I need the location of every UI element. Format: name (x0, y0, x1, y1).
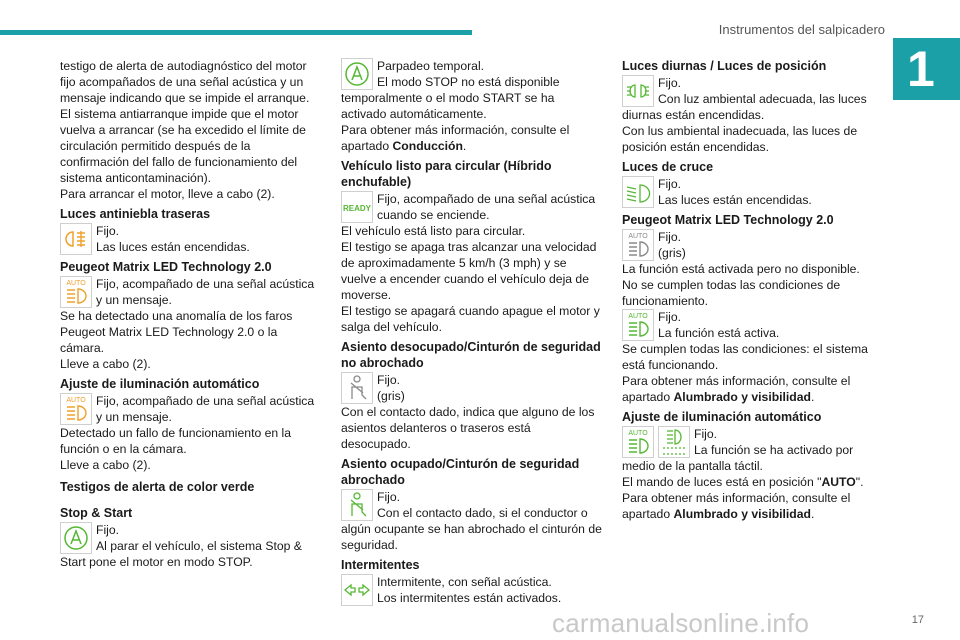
icon-ready-label: READY (342, 204, 372, 213)
stop-start-icon (60, 522, 92, 554)
heading-matrix-led: Peugeot Matrix LED Technology 2.0 (622, 213, 834, 227)
icon-auto-label: AUTO (628, 233, 648, 240)
stop-start-icon (341, 58, 373, 90)
icon-auto-label: AUTO (628, 313, 648, 320)
header-accent-bar (0, 30, 472, 35)
intro-text: El sistema antiarranque impide que el motor vuelva a arrancar (se ha excedido el límite de circulación permitido después de la confirmación del fallo de funcionamiento del sistema anticontaminación). (60, 107, 306, 185)
seatbelt-grey-icon (341, 372, 373, 404)
heading-seat-busy: Asiento ocupado/Cinturón de seguridad abrochado (341, 457, 580, 487)
heading-seat-free: Asiento desocupado/Cinturón de seguridad no abrochado (341, 340, 601, 370)
intro-text: Para arrancar el motor, lleve a cabo (2). (60, 187, 275, 201)
heading-auto-lighting: Ajuste de iluminación automático (60, 377, 260, 391)
entry-drl: Fijo. Con luz ambiental adecuada, las luces diurnas están encendidas. (622, 76, 867, 122)
entry-rear-fog: Fijo. Las luces están encendidas. (60, 223, 322, 255)
entry-stop-start-blink: Parpadeo temporal. El modo STOP no está disponible temporalmente o el modo START se ha activado automáticamente. (341, 59, 560, 121)
heading-rear-fog: Luces antiniebla traseras (60, 207, 211, 221)
column-1: testigo de alerta de autodiagnóstico del motor fijo acompañados de una señal acústica y un mensaje indicando que se impide el arranque. El sistema antiarranque impide que el motor vuelva a arrancar (se ha excedido el límite de circulación permitido después de la confirmación del fallo de funcionamiento del sistema anticontaminación). Para arrancar el motor, lleve a cabo (2). Luces antiniebla traseras Fijo. Las luces están encendidas. Peugeot Matrix LED Technology 2.0 AUTO Fijo, acompañado de una señal acústica y un mensaje. Se ha detectado una anomalía de los faros Peugeot Matrix LED Technology 2.0 o la cámara. Lleve a cabo (2). Ajuste de iluminación automático AUTO Fijo, acompañado de una señal acústica y un mensaje. Detectado un fallo de funcionamiento en la función o en la cámara. Lleve a cabo (2). Testigos de alerta de color verde Stop & Start Fijo. Al parar el vehículo, el sistema Stop & Start pone el motor en modo STOP. (60, 58, 322, 570)
seatbelt-green-icon (341, 489, 373, 521)
daytime-running-light-icon (622, 75, 654, 107)
heading-indicators: Intermitentes (341, 558, 420, 572)
icon-auto-label: AUTO (628, 430, 648, 437)
heading-matrix-led: Peugeot Matrix LED Technology 2.0 (60, 260, 272, 274)
chapter-number: 1 (893, 38, 960, 100)
entry-ready: READY Fijo, acompañado de una señal acústica cuando se enciende. (342, 192, 596, 222)
dipped-beam-icon (622, 176, 654, 208)
icon-auto-label: AUTO (66, 280, 86, 287)
heading-auto-lighting: Ajuste de iluminación automático (622, 410, 822, 424)
heading-ready: Vehículo listo para circular (Híbrido enchufable) (341, 159, 552, 189)
watermark: carmanualsonline.info (552, 608, 810, 638)
auto-matrix-grey-icon (622, 229, 654, 261)
auto-matrix-led-icon (60, 276, 92, 308)
rear-fog-light-icon (60, 223, 92, 255)
heading-green-warnings: Testigos de alerta de color verde (60, 480, 255, 494)
icon-auto-label: AUTO (66, 397, 86, 404)
entry-auto-lighting-fault: AUTO Fijo, acompañado de una señal acústica y un mensaje. (60, 393, 322, 425)
auto-lighting-icon (60, 393, 92, 425)
auto-lighting-green-icon (622, 426, 654, 458)
entry-matrix-grey: AUTO Fijo. (gris) (622, 229, 884, 261)
entry-dipped-beam: Fijo. Las luces están encendidas. (622, 176, 884, 208)
entry-stop-start: Fijo. Al parar el vehículo, el sistema Stop & Start pone el motor en modo STOP. (60, 523, 302, 569)
entry-indicators: Intermitente, con señal acústica. Los intermitentes están activados. (341, 574, 603, 606)
entry-seat-busy: Fijo. Con el contacto dado, si el conductor o algún ocupante se han abrochado el cinturón de seguridad. (341, 490, 602, 552)
turn-signal-icon (341, 574, 373, 606)
ready-icon (341, 191, 373, 223)
auto-matrix-green-icon (622, 309, 654, 341)
column-2: Parpadeo temporal. El modo STOP no está disponible temporalmente o el modo START se ha activado automáticamente. Para obtener más información, consulte el apartado Conducción. Vehículo listo para circular (Híbrido enchufable) READY Fijo, acompañado de una señal acústica cuando se enciende. El vehículo está listo para circular. El testigo se apaga tras alcanzar una velocidad de aproximadamente 5 km/h (3 mph) y se vuelve a encender cuando el vehículo deja de moverse. El testigo se apagará cuando apague el motor y salga del vehículo. Asiento desocupado/Cinturón de seguridad no abrochado Fijo. (gris) Con el contacto dado, indica que alguno de los asientos delanteros o traseros está desocupado. Asiento ocupado/Cinturón de seguridad abrochado Fijo. Con el contacto dado, si el conductor o algún ocupante se han abrochado el cinturón de seguridad. Intermitentes Intermitente, con señal acústica. Los intermitentes están activados. (341, 59, 602, 605)
page-number: 17 (911, 614, 924, 626)
section-title: Instrumentos del salpicadero (718, 22, 885, 37)
entry-seat-free: Fijo. (gris) (341, 372, 603, 404)
auto-lighting-screen-icon (658, 426, 690, 458)
heading-drl: Luces diurnas / Luces de posición (622, 59, 827, 73)
intro-text: testigo de alerta de autodiagnóstico del motor fijo acompañados de una señal acústica y un mensaje indicando que se impide el arranque. (60, 59, 310, 105)
column-3: Luces diurnas / Luces de posición Fijo. Con luz ambiental adecuada, las luces diurnas están encendidas. Con lus ambiental inadecuada, las luces de posición están encendidas. Luces de cruce Fijo. Las luces están encendidas. Peugeot Matrix LED Technology 2.0 AUTO Fijo. (gris) La función está activada pero no disponible. No se cumplen todas las condiciones de funcionamiento. AUTO Fijo. La función está activa. Se cumplen todas las condiciones: el sistema está funcionando. Para obtener más información, consulte el apartado Alumbrado y visibilidad. Ajuste de iluminación automático AUTO Fijo. La función se ha activado por medio de la pantalla táctil. El mando de luces está en posición "AUTO". Para obtener más información, consulte el apartado Alumbrado y visibilidad. (622, 58, 884, 522)
entry-matrix-led-fault: AUTO Fijo, acompañado de una señal acústica y un mensaje. (60, 276, 322, 308)
entry-auto-lighting: AUTO Fijo. La función se ha activado por medio de la pantalla táctil. (622, 427, 854, 473)
entry-matrix-green: AUTO Fijo. La función está activa. (622, 309, 884, 341)
heading-dipped-beam: Luces de cruce (622, 160, 714, 174)
heading-stop-start: Stop & Start (60, 506, 133, 520)
